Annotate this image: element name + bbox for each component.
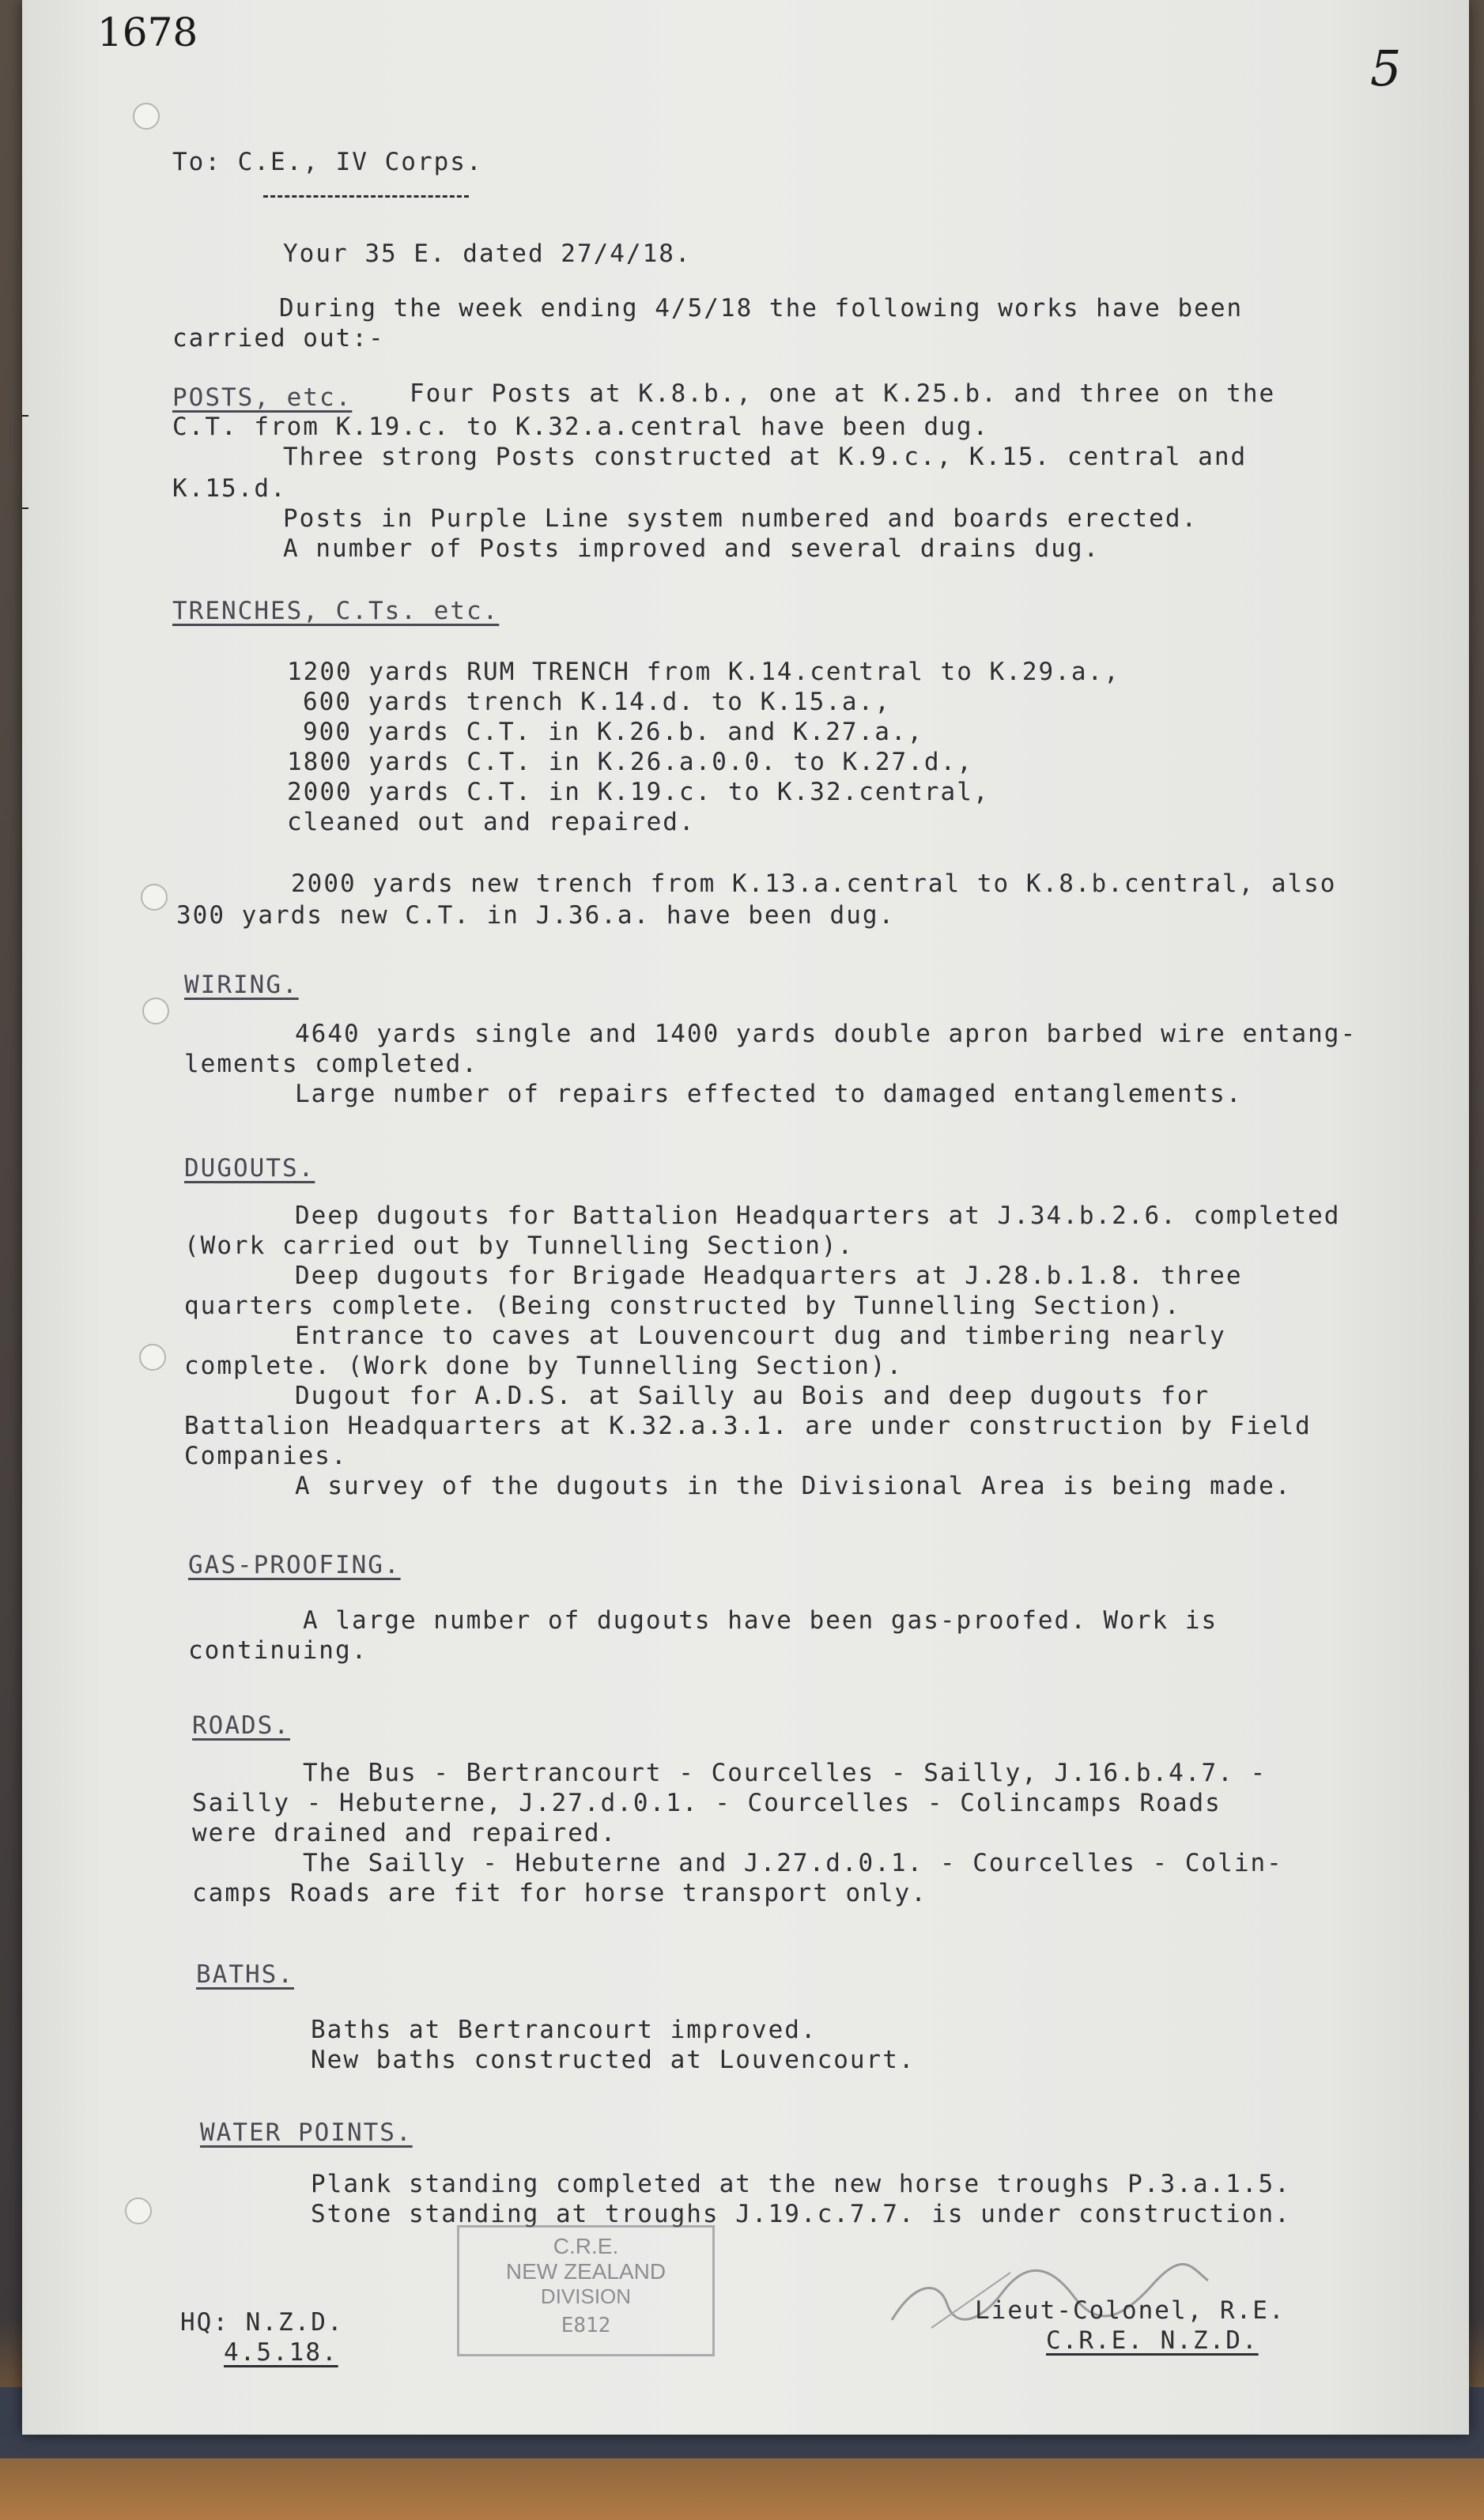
section-line: quarters complete. (Being constructed by Tunnelling Section). — [184, 1292, 1181, 1320]
section-line: Baths at Bertrancourt improved. — [311, 2016, 818, 2044]
section-line: C.T. from K.19.c. to K.32.a.central have been dug. — [172, 413, 990, 441]
section-line: K.15.d. — [172, 474, 287, 503]
section-line: camps Roads are fit for horse transport only. — [192, 1879, 927, 1907]
section-line: Stone standing at troughs J.19.c.7.7. is under construction. — [311, 2200, 1291, 2228]
addressee-underline — [263, 195, 469, 198]
section-line: continuing. — [188, 1636, 368, 1665]
stamp-line: NEW ZEALAND — [505, 2259, 666, 2284]
stamp-line: DIVISION — [540, 2284, 632, 2308]
section-heading-baths: BATHS. — [196, 1960, 294, 1989]
section-line: A survey of the dugouts in the Divisional Area is being made. — [295, 1472, 1292, 1500]
section-line: Three strong Posts constructed at K.9.c., K.15. central and — [283, 443, 1248, 471]
section-line: 2000 yards C.T. in K.19.c. to K.32.central, — [287, 778, 990, 806]
stamp-line: E812 — [561, 2314, 611, 2337]
section-line: complete. (Work done by Tunnelling Section). — [184, 1352, 904, 1380]
margin-mark — [22, 507, 28, 509]
section-line: 4640 yards single and 1400 yards double apron barbed wire entang- — [295, 1020, 1358, 1048]
section-heading-roads: ROADS. — [192, 1711, 290, 1740]
section-line: A number of Posts improved and several drains dug. — [283, 534, 1101, 563]
section-line: Sailly - Hebuterne, J.27.d.0.1. - Courcelles - Colincamps Roads — [192, 1789, 1222, 1817]
stamp-line: C.R.E. — [553, 2234, 619, 2258]
punch-hole — [142, 998, 169, 1024]
reference: Your 35 E. dated 27/4/18. — [283, 240, 692, 268]
section-line: Entrance to caves at Louvencourt dug and timbering nearly — [295, 1322, 1226, 1350]
section-heading-posts: POSTS, etc. — [172, 383, 353, 412]
section-line: Four Posts at K.8.b., one at K.25.b. and three on the — [410, 379, 1276, 408]
section-heading-trenches: TRENCHES, C.Ts. etc. — [172, 597, 500, 625]
section-line: Large number of repairs effected to damaged entanglements. — [295, 1080, 1243, 1108]
section-line: Deep dugouts for Brigade Headquarters at J.28.b.1.8. three — [295, 1262, 1243, 1290]
section-heading-gas-proofing: GAS-PROOFING. — [188, 1551, 401, 1579]
section-line: 1200 yards RUM TRENCH from K.14.central to K.29.a., — [287, 658, 1120, 686]
document-page — [22, 0, 1469, 2435]
section-line: Companies. — [184, 1442, 348, 1470]
section-line: New baths constructed at Louvencourt. — [311, 2046, 916, 2074]
section-line: A large number of dugouts have been gas-proofed. Work is — [303, 1606, 1218, 1635]
file-number: 1678 — [97, 9, 198, 55]
section-line: 300 yards new C.T. in J.36.a. have been dug. — [176, 901, 896, 930]
intro-line: carried out:- — [172, 324, 385, 353]
page-number: 5 — [1370, 40, 1402, 97]
section-line: 1800 yards C.T. in K.26.a.0.0. to K.27.d., — [287, 748, 973, 776]
punch-hole — [125, 2197, 152, 2224]
section-line: 2000 yards new trench from K.13.a.central to K.8.b.central, also — [291, 870, 1337, 898]
intro-line: During the week ending 4/5/18 the following works have been — [279, 294, 1244, 323]
section-line: cleaned out and repaired. — [287, 808, 696, 836]
section-line: Posts in Purple Line system numbered and boards erected. — [283, 504, 1199, 533]
section-line: lements completed. — [184, 1050, 478, 1078]
section-line: were drained and repaired. — [192, 1819, 617, 1847]
footer-hq: HQ: N.Z.D. — [180, 2308, 344, 2337]
addressee: To: C.E., IV Corps. — [172, 148, 483, 176]
signature-rank: Lieut-Colonel, R.E. — [975, 2296, 1286, 2325]
punch-hole — [141, 884, 168, 911]
punch-hole — [139, 1344, 166, 1371]
section-line: Plank standing completed at the new horse troughs P.3.a.1.5. — [311, 2170, 1291, 2198]
section-line: (Work carried out by Tunnelling Section). — [184, 1232, 855, 1260]
section-line: The Sailly - Hebuterne and J.27.d.0.1. - Courcelles - Colin- — [303, 1849, 1283, 1877]
section-line: Dugout for A.D.S. at Sailly au Bois and deep dugouts for — [295, 1382, 1210, 1410]
section-line: The Bus - Bertrancourt - Courcelles - Sailly, J.16.b.4.7. - — [303, 1759, 1267, 1787]
section-line: 600 yards trench K.14.d. to K.15.a., — [303, 688, 891, 716]
punch-hole — [133, 103, 160, 130]
footer-date: 4.5.18. — [224, 2338, 338, 2367]
margin-mark — [22, 415, 28, 417]
section-heading-water-points: WATER POINTS. — [200, 2118, 413, 2147]
section-line: 900 yards C.T. in K.26.b. and K.27.a., — [303, 718, 924, 746]
section-line: Deep dugouts for Battalion Headquarters at J.34.b.2.6. completed — [295, 1202, 1341, 1230]
section-line: Battalion Headquarters at K.32.a.3.1. are under construction by Field — [184, 1412, 1312, 1440]
section-heading-dugouts: DUGOUTS. — [184, 1154, 315, 1183]
signature-title: C.R.E. N.Z.D. — [1046, 2326, 1259, 2355]
section-heading-wiring: WIRING. — [184, 971, 299, 999]
division-stamp — [457, 2225, 715, 2356]
